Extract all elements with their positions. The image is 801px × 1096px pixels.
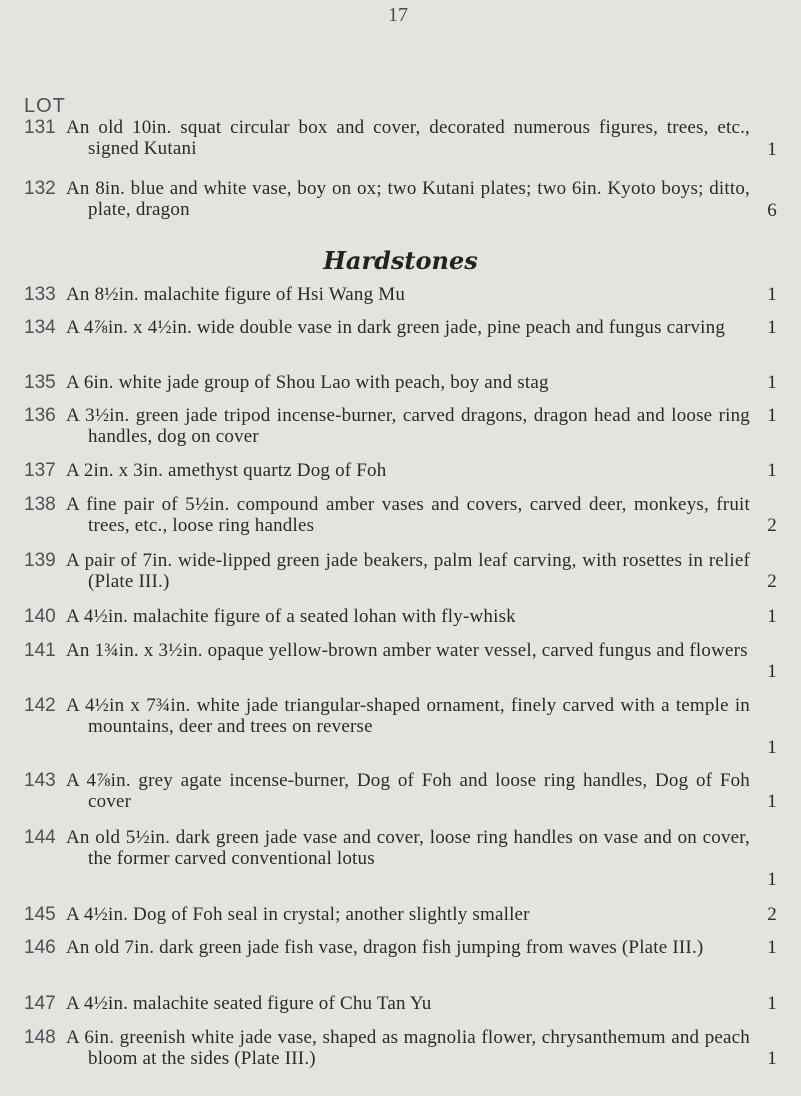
lot-description: An 1¾in. x 3½in. opaque yellow-brown amber water vessel, carved fungus and flowers <box>66 640 748 661</box>
lot-quantity: 1 <box>767 317 777 338</box>
lot-quantity: 2 <box>767 904 777 925</box>
lot-number: 142 <box>24 695 56 716</box>
lot-number: 136 <box>24 405 56 426</box>
lot-number: 143 <box>24 770 56 791</box>
lot-description: A 4½in. malachite seated figure of Chu Tan Yu <box>66 993 432 1014</box>
lot-quantity: 2 <box>767 571 777 592</box>
lot-description: A 6in. greenish white jade vase, shaped as magnolia flower, chrysanthemum and peach bloom at the sides (Plate III.) <box>66 1027 750 1069</box>
lot-quantity: 2 <box>767 515 777 536</box>
lot-quantity: 1 <box>767 372 777 393</box>
lot-number: 134 <box>24 317 56 338</box>
lot-quantity: 1 <box>767 993 777 1014</box>
lot-description: An old 10in. squat circular box and cover, decorated numerous figures, trees, etc., signed Kutani <box>66 117 750 159</box>
lot-description: A 3½in. green jade tripod incense-burner, carved dragons, dragon head and loose ring handles, dog on cover <box>66 405 750 447</box>
lot-quantity: 1 <box>767 460 777 481</box>
lot-quantity: 1 <box>767 284 777 305</box>
lot-number: 139 <box>24 550 56 571</box>
lot-description: A 4½in x 7¾in. white jade triangular-shaped ornament, finely carved with a temple in mountains, deer and trees on reverse <box>66 695 750 737</box>
lot-quantity: 1 <box>767 1048 777 1069</box>
lot-number: 141 <box>24 640 56 661</box>
lot-description: A 4½in. malachite figure of a seated lohan with fly-whisk <box>66 606 516 627</box>
lot-quantity: 1 <box>767 737 777 758</box>
lot-description: A 2in. x 3in. amethyst quartz Dog of Foh <box>66 460 387 481</box>
lot-description: A fine pair of 5½in. compound amber vases and covers, carved deer, monkeys, fruit trees, etc., loose ring handles <box>66 494 750 536</box>
lot-quantity: 1 <box>767 869 777 890</box>
lot-number: 138 <box>24 494 56 515</box>
lot-description: A pair of 7in. wide-lipped green jade beakers, palm leaf carving, with rosettes in relief (Plate III.) <box>66 550 750 592</box>
lot-description: An old 5½in. dark green jade vase and cover, loose ring handles on vase and on cover, the former carved conventional lotus <box>66 827 750 869</box>
lot-number: 145 <box>24 904 56 925</box>
page-number: 17 <box>388 4 408 26</box>
lot-description: An old 7in. dark green jade fish vase, dragon fish jumping from waves (Plate III.) <box>66 937 704 958</box>
lot-number: 148 <box>24 1027 56 1048</box>
lot-quantity: 1 <box>767 937 777 958</box>
section-heading: Hardstones <box>323 246 478 275</box>
lot-number: 131 <box>24 117 56 138</box>
lot-quantity: 1 <box>767 139 777 160</box>
lot-description: An 8in. blue and white vase, boy on ox; two Kutani plates; two 6in. Kyoto boys; ditto, plate, dragon <box>66 178 750 220</box>
lot-quantity: 1 <box>767 405 777 426</box>
lot-number: 147 <box>24 993 56 1014</box>
lot-description: A 6in. white jade group of Shou Lao with peach, boy and stag <box>66 372 549 393</box>
lot-number: 137 <box>24 460 56 481</box>
lot-quantity: 1 <box>767 661 777 682</box>
lot-column-header: LOT <box>24 95 66 117</box>
lot-number: 144 <box>24 827 56 848</box>
lot-number: 133 <box>24 284 56 305</box>
lot-quantity: 6 <box>767 200 777 221</box>
lot-number: 146 <box>24 937 56 958</box>
lot-number: 140 <box>24 606 56 627</box>
lot-description: A 4½in. Dog of Foh seal in crystal; another slightly smaller <box>66 904 530 925</box>
lot-description: A 4⅞in. x 4½in. wide double vase in dark green jade, pine peach and fungus carving <box>66 317 726 338</box>
lot-description: A 4⅞in. grey agate incense-burner, Dog of Foh and loose ring handles, Dog of Foh cover <box>66 770 750 812</box>
lot-quantity: 1 <box>767 606 777 627</box>
lot-number: 132 <box>24 178 56 199</box>
lot-description: An 8½in. malachite figure of Hsi Wang Mu <box>66 284 406 305</box>
lot-number: 135 <box>24 372 56 393</box>
lot-quantity: 1 <box>767 791 777 812</box>
